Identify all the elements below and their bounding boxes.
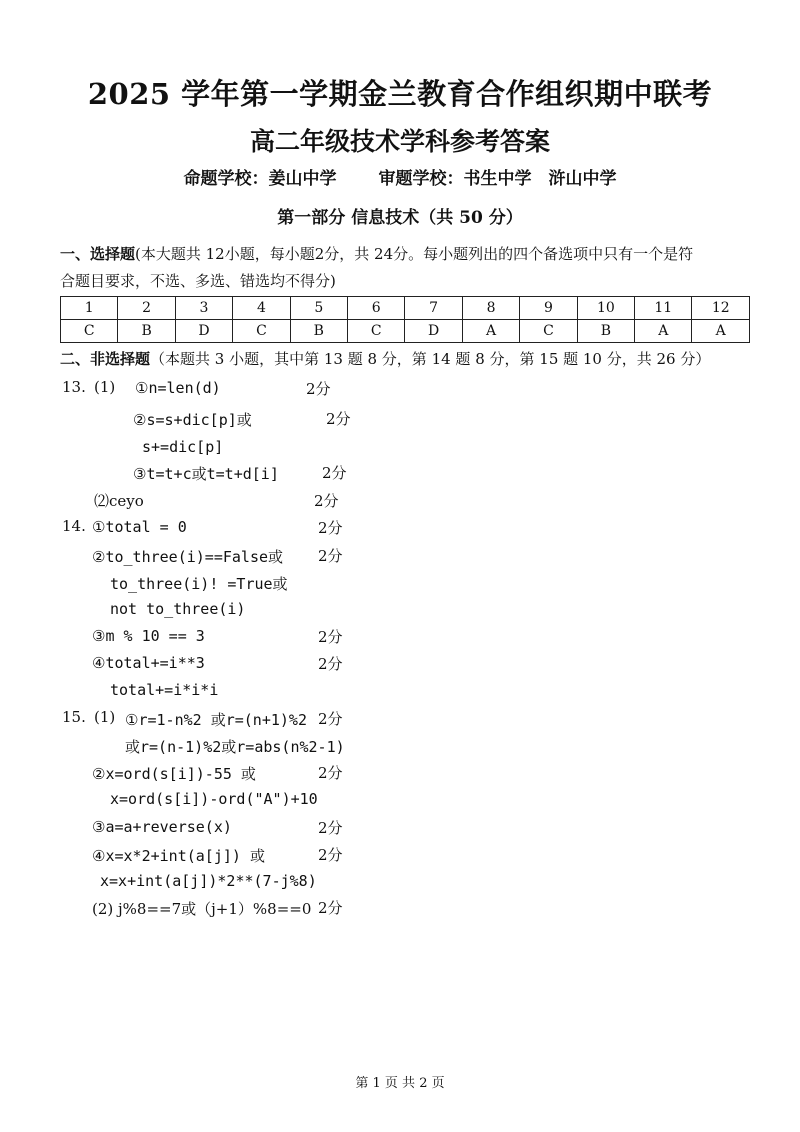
score-label: 2分 (318, 547, 343, 565)
q13-answer-2: ②s=s+dic[p]或 (133, 411, 252, 429)
q13-part2-answer: ⑵ceyo (94, 492, 144, 510)
section-title: 第一部分 信息技术（共 50 分） (277, 208, 523, 228)
score-label: 2分 (318, 628, 343, 646)
answer-letter: A (635, 320, 692, 343)
question-number: 11 (635, 297, 692, 320)
q14-answer-2-alt1: to_three(i)! =True或 (110, 575, 288, 593)
part1-desc-line2: 合题目要求，不选、多选、错选均不得分) (60, 272, 336, 290)
score-label: 2分 (318, 846, 343, 864)
answer-table-numbers-row (61, 297, 750, 320)
answer-letter: D (175, 320, 232, 343)
q14-answer-1: ①total = 0 (92, 518, 187, 536)
answer-letter: B (290, 320, 347, 343)
question-number: 3 (175, 297, 232, 320)
score-label: 2分 (322, 464, 347, 482)
question-number: 5 (290, 297, 347, 320)
part2-intro (60, 348, 710, 369)
question-number: 9 (520, 297, 577, 320)
question-number: 6 (348, 297, 405, 320)
question-number: 2 (118, 297, 175, 320)
q13-part1-label: (1) (94, 378, 116, 396)
q15-answer-1-alt: 或r=(n-1)%2或r=abs(n%2-1) (125, 738, 345, 756)
question-number: 8 (462, 297, 519, 320)
q13-label: 13. (62, 378, 86, 396)
answer-letter: A (692, 320, 750, 343)
page-footer: 第 1 页 共 2 页 (355, 1076, 445, 1091)
q14-answer-2: ②to_three(i)==False或 (92, 548, 284, 566)
question-number: 4 (233, 297, 290, 320)
score-label: 2分 (318, 519, 343, 537)
score-label: 2分 (318, 710, 343, 728)
answer-table (60, 296, 750, 343)
answer-letter: C (233, 320, 290, 343)
q13-answer-3: ③t=t+c或t=t+d[i] (133, 465, 279, 483)
question-number: 7 (405, 297, 462, 320)
q15-answer-2-alt: x=ord(s[i])-ord("A")+10 (110, 790, 318, 808)
part1-intro (60, 243, 693, 264)
part1-desc-line1: (本大题共 12小题，每小题2分，共 24分。每小题列出的四个备选项中只有一个是符 (135, 245, 694, 263)
q14-answer-4: ④total+=i**3 (92, 654, 205, 672)
answer-letter: B (577, 320, 634, 343)
page-title: 2025 学年第一学期金兰教育合作组织期中联考 (87, 77, 713, 111)
q15-answer-1: ①r=1-n%2 或r=(n+1)%2 (125, 711, 307, 729)
proposer-school: 命题学校：姜山中学 (183, 169, 337, 189)
part1-heading: 一、选择题 (60, 245, 136, 263)
q15-answer-2: ②x=ord(s[i])-55 或 (92, 765, 256, 783)
part2-heading: 二、非选择题 (60, 350, 151, 368)
q15-answer-3: ③a=a+reverse(x) (92, 818, 232, 836)
question-number: 12 (692, 297, 750, 320)
q15-part1-label: (1) (94, 708, 116, 726)
answer-letter: C (348, 320, 405, 343)
answer-letter: C (61, 320, 118, 343)
q15-answer-4-alt: x=x+int(a[j])*2**(7-j%8) (100, 872, 317, 890)
score-label: 2分 (318, 819, 343, 837)
q15-label: 15. (62, 708, 86, 726)
q13-answer-2-alt: s+=dic[p] (142, 438, 224, 456)
score-label: 2分 (326, 410, 351, 428)
answer-letter: D (405, 320, 462, 343)
reviewer-school: 审题学校：书生中学 浒山中学 (378, 169, 617, 189)
q14-label: 14. (62, 517, 86, 535)
q14-answer-3: ③m % 10 == 3 (92, 627, 205, 645)
q15-answer-4: ④x=x*2+int(a[j]) 或 (92, 847, 265, 865)
score-label: 2分 (314, 492, 339, 510)
q14-answer-2-alt2: not to_three(i) (110, 600, 246, 618)
q13-answer-1: ①n=len(d) (135, 379, 221, 397)
score-label: 2分 (318, 764, 343, 782)
score-label: 2分 (306, 380, 331, 398)
answer-table-answers-row (61, 320, 750, 343)
answer-letter: C (520, 320, 577, 343)
answer-letter: B (118, 320, 175, 343)
page-subtitle: 高二年级技术学科参考答案 (249, 127, 550, 156)
question-number: 10 (577, 297, 634, 320)
score-label: 2分 (318, 655, 343, 673)
question-number: 1 (61, 297, 118, 320)
score-label: 2分 (318, 899, 343, 917)
part2-desc: （本题共 3 小题，其中第 13 题 8 分，第 14 题 8 分，第 15 题 10 分，共 26 分） (150, 350, 711, 368)
q14-answer-4-alt: total+=i*i*i (110, 681, 219, 699)
school-credits (0, 164, 800, 189)
q15-part2-answer: (2) j%8==7或（j+1）%8==0 (92, 900, 312, 918)
answer-letter: A (462, 320, 519, 343)
